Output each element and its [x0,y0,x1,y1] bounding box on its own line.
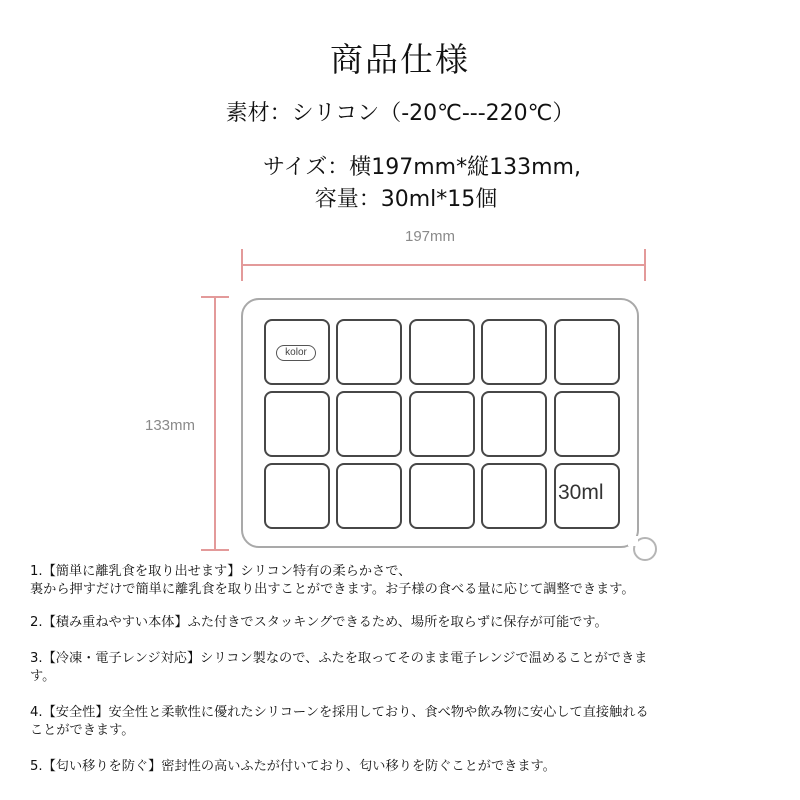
note-item [30,563,790,599]
height-dimension-cap-bottom [201,549,229,551]
height-dimension-cap-top [201,296,229,298]
note-item [30,614,790,632]
height-dimension-label: 133mm [145,417,196,434]
note-line: 2.【積み重ねやすい本体】ふた付きでスタッキングできるため、場所を取らずに保存が可能です。 [30,615,608,630]
tray-cell [554,319,620,385]
page-title: 商品仕様 [330,40,470,79]
note-line: 裏から押すだけで簡単に離乳食を取り出すことができます。お子様の食べる量に応じて調整できます。 [30,582,635,597]
note-item [30,704,790,740]
note-line: 4.【安全性】安全性と柔軟性に優れたシリコーンを採用しており、食べ物や飲み物に安心して直接触れる [30,705,649,720]
tray-cell [481,463,547,529]
width-dimension-cap-left [241,249,243,281]
tray-cell [336,319,402,385]
tray-cell [409,319,475,385]
note-item [30,758,790,776]
tray-cell [336,391,402,457]
tray-cell [264,463,330,529]
tray-cell [409,391,475,457]
feature-notes [30,563,790,794]
note-line: す。 [30,669,56,684]
note-line: 1.【簡単に離乳食を取り出せます】シリコン特有の柔らかさで、 [30,564,412,579]
size-spec: サイズ：横197mm*縦133mm, [263,155,581,180]
cell-capacity-label: 30ml [558,481,604,504]
capacity-spec: 容量：30ml*15個 [314,187,498,212]
note-item [30,650,790,686]
height-dimension-line [214,296,216,550]
material-spec: 素材：シリコン（-20℃---220℃） [225,101,575,126]
brand-logo: kolor [276,345,316,361]
width-dimension-label: 197mm [405,228,456,245]
note-line: ことができます。 [30,723,135,738]
tray-cell [409,463,475,529]
note-line: 5.【匂い移りを防ぐ】密封性の高いふたが付いており、匂い移りを防ぐことができます。 [30,759,556,774]
width-dimension-cap-right [644,249,646,281]
width-dimension-line [241,264,645,266]
tray-cell [481,319,547,385]
tray-cell [336,463,402,529]
tray-cell [481,391,547,457]
tray-cell [554,391,620,457]
note-line: 3.【冷凍・電子レンジ対応】シリコン製なので、ふたを取ってそのまま電子レンジで温めることができま [30,651,648,666]
tray-cell [264,391,330,457]
